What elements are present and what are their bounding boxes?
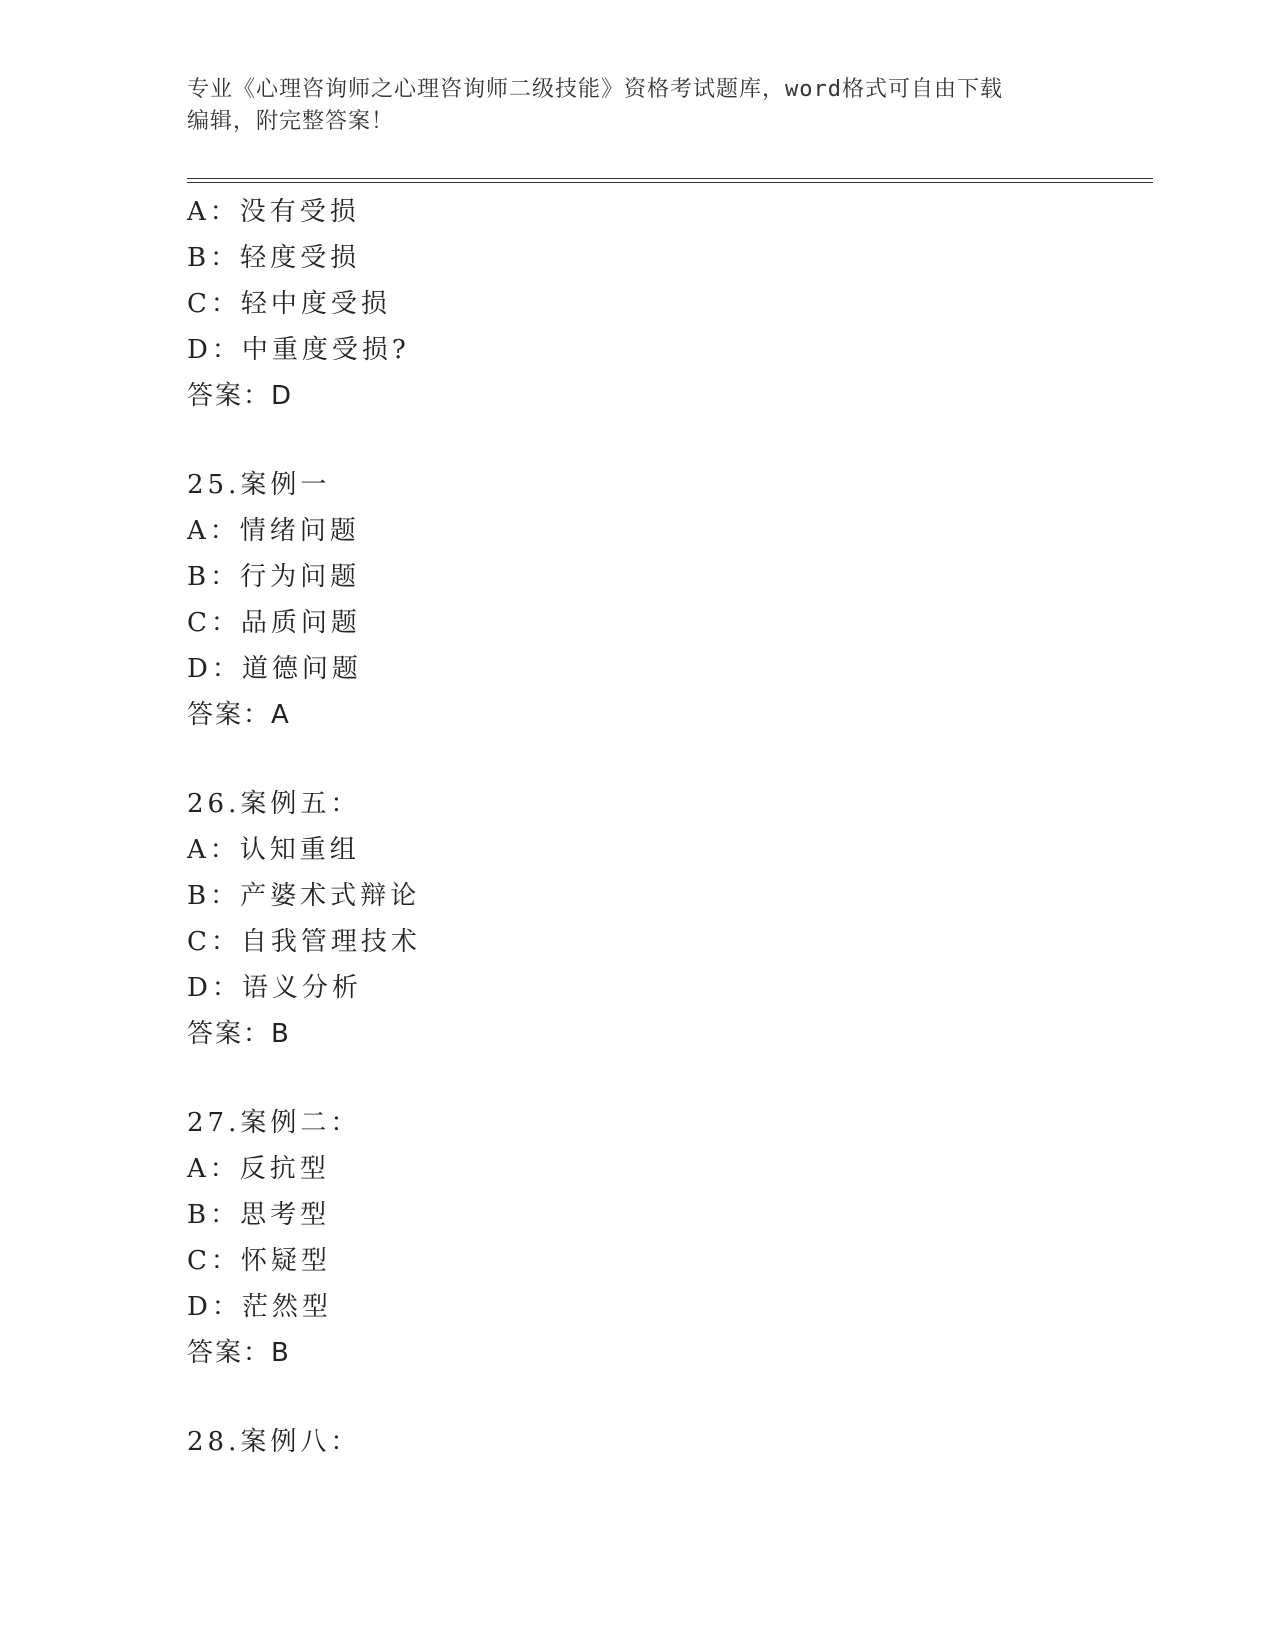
option-c: C：自我管理技术	[187, 927, 421, 957]
question-block-28	[187, 1419, 1147, 1465]
option-d: D：中重度受损?	[187, 335, 410, 365]
option-d: D：语义分析	[187, 973, 362, 1003]
option-d: D：茫然型	[187, 1292, 332, 1322]
option-a: A：没有受损	[187, 197, 360, 227]
answer-line: 答案：B	[187, 1338, 291, 1368]
spacer	[187, 738, 1147, 781]
question-block-27	[187, 1100, 1147, 1376]
question-block-26	[187, 781, 1147, 1057]
question-title: 27.案例二：	[187, 1108, 361, 1138]
header-line-1: 专业《心理咨询师之心理咨询师二级技能》资格考试题库，word格式可自由下载	[187, 77, 1003, 102]
option-c: C：怀疑型	[187, 1246, 331, 1276]
document-header	[187, 74, 1077, 138]
option-a: A：反抗型	[187, 1154, 330, 1184]
answer-line: 答案：D	[187, 381, 294, 411]
option-c: C：轻中度受损	[187, 289, 391, 319]
question-list	[187, 189, 1147, 1465]
option-d: D：道德问题	[187, 654, 362, 684]
spacer	[187, 419, 1147, 462]
question-title: 26.案例五：	[187, 789, 361, 819]
option-c: C：品质问题	[187, 608, 361, 638]
option-a: A：认知重组	[187, 835, 360, 865]
option-b: B：行为问题	[187, 562, 361, 592]
question-title: 28.案例八：	[187, 1427, 361, 1457]
question-block-25	[187, 462, 1147, 738]
spacer	[187, 1057, 1147, 1100]
option-b: B：轻度受损	[187, 243, 361, 273]
header-line-2: 编辑，附完整答案！	[187, 109, 395, 134]
question-block-24	[187, 189, 1147, 419]
option-b: B：思考型	[187, 1200, 331, 1230]
option-b: B：产婆术式辩论	[187, 881, 421, 911]
answer-line: 答案：B	[187, 1019, 291, 1049]
question-title: 25.案例一	[187, 470, 331, 500]
header-divider-top	[187, 178, 1153, 179]
header-divider-bottom	[187, 182, 1153, 183]
spacer	[187, 1376, 1147, 1419]
answer-line: 答案：A	[187, 700, 291, 730]
option-a: A：情绪问题	[187, 516, 360, 546]
